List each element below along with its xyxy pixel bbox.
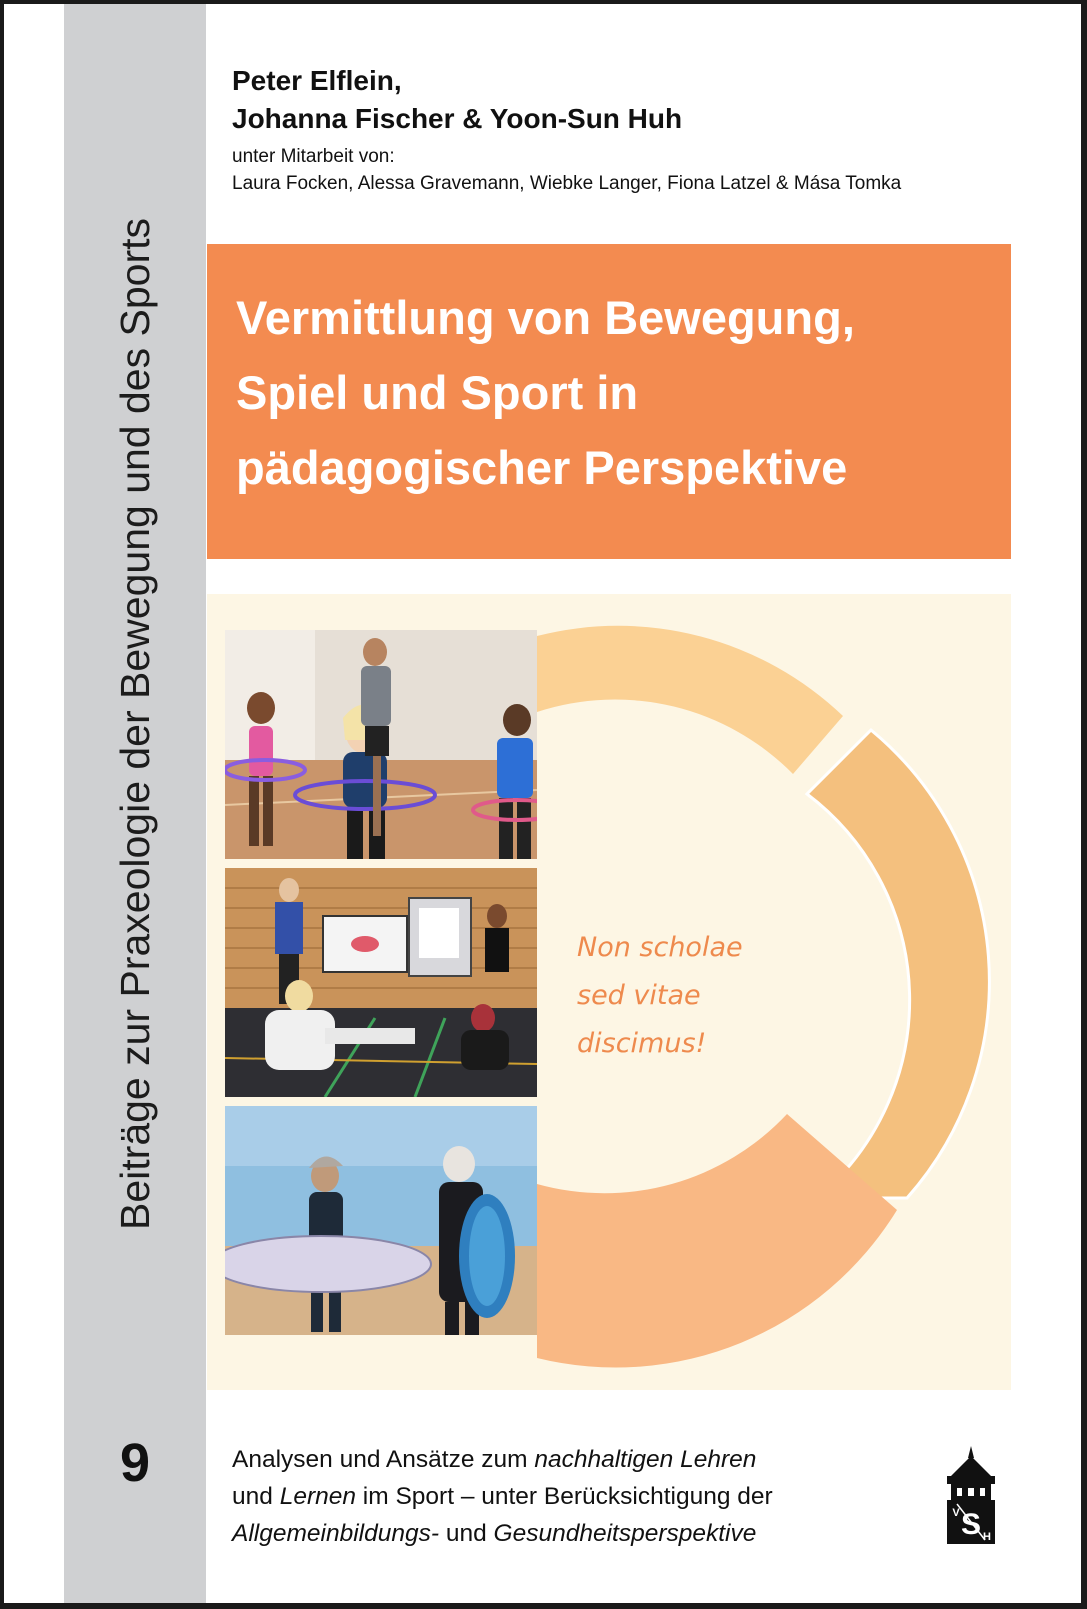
subtitle-emphasis: Gesundheitsperspektive [493,1520,757,1547]
subtitle-text: Analysen und Ansätze zum [232,1446,535,1473]
subtitle-emphasis: nachhaltigen Lehren [534,1446,757,1473]
subtitle-emphasis: Lernen [279,1483,356,1510]
subtitle-line-2 [232,1478,773,1515]
publisher-logo [943,1444,999,1544]
title-line-2: Spiel und Sport in [236,366,639,419]
ring-segment-right [807,730,989,1198]
title-line-1: Vermittlung von Bewegung, [236,291,855,344]
author-line-1: Peter Elflein, [232,65,402,96]
subtitle-line-1 [232,1441,773,1478]
publisher-tower-icon [943,1444,999,1544]
photo-classroom [225,868,537,1097]
logo-letter-h: H [983,1531,991,1543]
collaboration-label: unter Mitarbeit von: [232,146,395,167]
authors-block [232,62,901,197]
subtitle-line-3 [232,1515,773,1552]
cover-artwork [207,594,1011,1390]
author-line-2: Johanna Fischer & Yoon-Sun Huh [232,103,683,134]
subtitle-text: und [232,1483,280,1510]
subtitle [232,1441,773,1552]
title-box [207,244,1011,559]
subtitle-text: und [439,1520,494,1547]
logo-letter-v: V [952,1507,960,1519]
quote-line-1: Non scholae [577,932,743,963]
collaborator-names: Laura Focken, Alessa Gravemann, Wiebke Langer, Fiona Latzel & Mása Tomka [232,173,902,194]
subtitle-text: im Sport – unter Berücksichtigung der [355,1483,773,1510]
quote-line-3: discimus! [577,1028,707,1059]
book-cover [4,4,1081,1603]
quote-line-2: sed vitae [577,980,701,1011]
series-title: Beiträge zur Praxeologie der Bewegung und des Sports [112,218,158,1230]
title-line-3: pädagogischer Perspektive [236,441,848,494]
photo-gym-children [225,630,537,859]
photo-beach-surfers [225,1106,537,1335]
ring-segment-top [537,626,843,774]
classroom-presentation-photo-icon [225,868,537,1097]
subtitle-emphasis: Allgemeinbildungs- [232,1520,440,1547]
logo-letter-s: S [960,1508,982,1541]
volume-number: 9 [119,1433,151,1493]
ring-segment-bottom [537,1114,897,1368]
quote-text [577,924,743,1068]
gym-children-hula-hoops-photo-icon [225,630,537,859]
beach-surfers-photo-icon [225,1106,537,1335]
